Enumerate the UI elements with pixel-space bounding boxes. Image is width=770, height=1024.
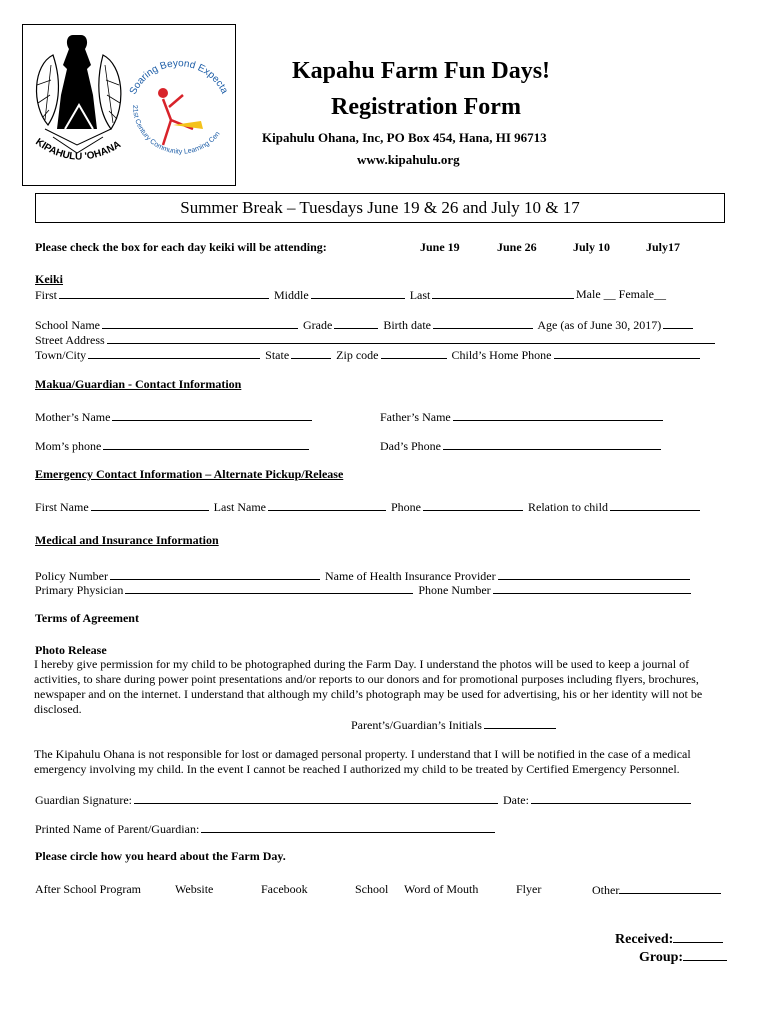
option-website[interactable]: Website <box>175 882 214 896</box>
keiki-heading: Keiki <box>35 272 64 286</box>
terms-heading: Terms of Agreement <box>35 611 139 625</box>
state-label: State <box>265 348 290 362</box>
option-other-label: Other <box>592 883 620 897</box>
town-label: Town/City <box>35 348 87 362</box>
gender-row[interactable] <box>576 287 666 302</box>
option-school[interactable]: School <box>355 882 389 896</box>
initials-row <box>351 717 558 733</box>
option-other[interactable] <box>592 882 723 898</box>
medical-heading: Medical and Insurance Information <box>35 533 219 547</box>
age-label: Age (as of June 30, 2017) <box>537 318 662 332</box>
grade-label: Grade <box>303 318 333 332</box>
school-label: School Name <box>35 318 100 332</box>
grade-field[interactable] <box>334 317 378 329</box>
school-row <box>35 317 695 333</box>
option-word-of-mouth[interactable]: Word of Mouth <box>404 882 479 896</box>
org-address: Kipahulu Ohana, Inc, PO Box 454, Hana, HI 96713 <box>262 130 547 145</box>
age-field[interactable] <box>663 317 693 329</box>
logo-arc-text: Soaring Beyond Expecta <box>127 58 230 97</box>
printed-name-row <box>35 821 497 837</box>
male-option[interactable]: Male __ <box>576 287 616 301</box>
logo-org-text: KIPAHULU 'OHANA <box>33 136 123 163</box>
form-title: Kapahu Farm Fun Days! <box>292 58 551 84</box>
birth-date-field[interactable] <box>433 317 533 329</box>
mom-phone-row <box>35 438 311 454</box>
father-name-field[interactable] <box>453 409 663 421</box>
mother-name-field[interactable] <box>112 409 312 421</box>
logo-side-text: 21st Century Community Learning Cen <box>130 104 222 156</box>
provider-field[interactable] <box>498 568 690 580</box>
town-field[interactable] <box>88 347 260 359</box>
day-july-17[interactable]: July17 <box>646 240 681 254</box>
father-name-row <box>380 409 665 425</box>
day-june-26[interactable]: June 26 <box>497 240 537 254</box>
photo-release-text: I hereby give permission for my child to be photographed during the Farm Day. I understand the photos will be used to keep a journal of activities, to share during power point presentations and/or reports to our donors and for promotional purposes including flyers, brochures, newspaper and on the internet. I understand that although my child’s photograph may be used for advertising, his or her identity will not be disclosed. <box>34 657 703 716</box>
policy-field[interactable] <box>110 568 320 580</box>
day-june-19[interactable]: June 19 <box>420 240 460 254</box>
physician-label: Primary Physician <box>35 583 124 597</box>
father-name-label: Father’s Name <box>380 410 451 424</box>
date-label: Date: <box>502 793 529 807</box>
middle-label: Middle <box>274 288 309 302</box>
relation-label: Relation to child <box>527 500 608 514</box>
physician-field[interactable] <box>125 582 413 594</box>
mother-name-row <box>35 409 314 425</box>
zip-label: Zip code <box>336 348 379 362</box>
physician-row <box>35 582 693 598</box>
logo-box <box>22 24 236 186</box>
child-phone-field[interactable] <box>554 347 700 359</box>
emergency-row <box>35 499 702 515</box>
dad-phone-label: Dad’s Phone <box>380 439 441 453</box>
received-label: Received: <box>615 932 674 947</box>
attendance-prompt: Please check the box for each day keiki will be attending: <box>35 240 327 254</box>
emergency-phone-field[interactable] <box>423 499 523 511</box>
signature-field[interactable] <box>134 792 498 804</box>
option-facebook[interactable]: Facebook <box>261 882 308 896</box>
liability-text: The Kipahulu Ohana is not responsible for lost or damaged personal property. I understand that I will be notified in the case of a medical emergency involving my child. In the event I cannot be reached I authorized my child to be treated by Certified Emergency Personnel. <box>34 747 691 776</box>
group-field[interactable] <box>683 947 727 961</box>
street-field[interactable] <box>107 332 715 344</box>
group-row <box>639 947 729 966</box>
other-field[interactable] <box>619 882 721 894</box>
female-option[interactable]: Female__ <box>618 287 666 301</box>
kipahulu-ohana-logo <box>23 25 235 185</box>
zip-field[interactable] <box>381 347 447 359</box>
state-field[interactable] <box>291 347 331 359</box>
received-field[interactable] <box>673 929 723 943</box>
survey-prompt: Please circle how you heard about the Farm Day. <box>35 849 286 863</box>
printed-name-label: Printed Name of Parent/Guardian: <box>35 822 200 836</box>
emergency-heading: Emergency Contact Information – Alternate Pickup/Release <box>35 467 344 481</box>
mother-name-label: Mother’s Name <box>35 410 111 424</box>
street-row <box>35 332 717 348</box>
guardian-heading: Makua/Guardian - Contact Information <box>35 377 242 391</box>
emergency-first-field[interactable] <box>91 499 209 511</box>
keiki-name-row <box>35 287 576 303</box>
relation-field[interactable] <box>610 499 700 511</box>
org-website: www.kipahulu.org <box>357 152 460 167</box>
provider-label: Name of Health Insurance Provider <box>325 569 496 583</box>
last-name-field[interactable] <box>432 287 574 299</box>
received-row <box>615 929 725 948</box>
emergency-phone-label: Phone <box>390 500 421 514</box>
emergency-last-label: Last Name <box>213 500 266 514</box>
day-july-10[interactable]: July 10 <box>573 240 611 254</box>
dad-phone-row <box>380 438 663 454</box>
physician-phone-label: Phone Number <box>418 583 491 597</box>
mom-phone-label: Mom’s phone <box>35 439 102 453</box>
dad-phone-field[interactable] <box>443 438 661 450</box>
emergency-last-field[interactable] <box>268 499 386 511</box>
date-field[interactable] <box>531 792 691 804</box>
physician-phone-field[interactable] <box>493 582 691 594</box>
signature-label: Guardian Signature: <box>35 793 132 807</box>
form-subtitle: Registration Form <box>331 94 521 120</box>
school-field[interactable] <box>102 317 298 329</box>
policy-label: Policy Number <box>35 569 108 583</box>
option-flyer[interactable]: Flyer <box>516 882 542 896</box>
dates-banner: Summer Break – Tuesdays June 19 & 26 and July 10 & 17 <box>35 193 725 223</box>
initials-label: Parent’s/Guardian’s Initials <box>351 718 482 732</box>
town-row <box>35 347 702 363</box>
first-name-field[interactable] <box>59 287 269 299</box>
photo-release-heading: Photo Release <box>35 643 107 657</box>
first-label: First <box>35 288 58 302</box>
middle-name-field[interactable] <box>311 287 405 299</box>
emergency-first-label: First Name <box>35 500 89 514</box>
child-phone-label: Child’s Home Phone <box>451 348 552 362</box>
option-after-school[interactable]: After School Program <box>35 882 141 896</box>
initials-field[interactable] <box>484 717 556 729</box>
printed-name-field[interactable] <box>201 821 495 833</box>
birth-label: Birth date <box>383 318 431 332</box>
last-label: Last <box>409 288 431 302</box>
group-label: Group: <box>639 950 684 965</box>
mom-phone-field[interactable] <box>103 438 309 450</box>
street-label: Street Address <box>35 333 105 347</box>
signature-row <box>35 792 693 808</box>
